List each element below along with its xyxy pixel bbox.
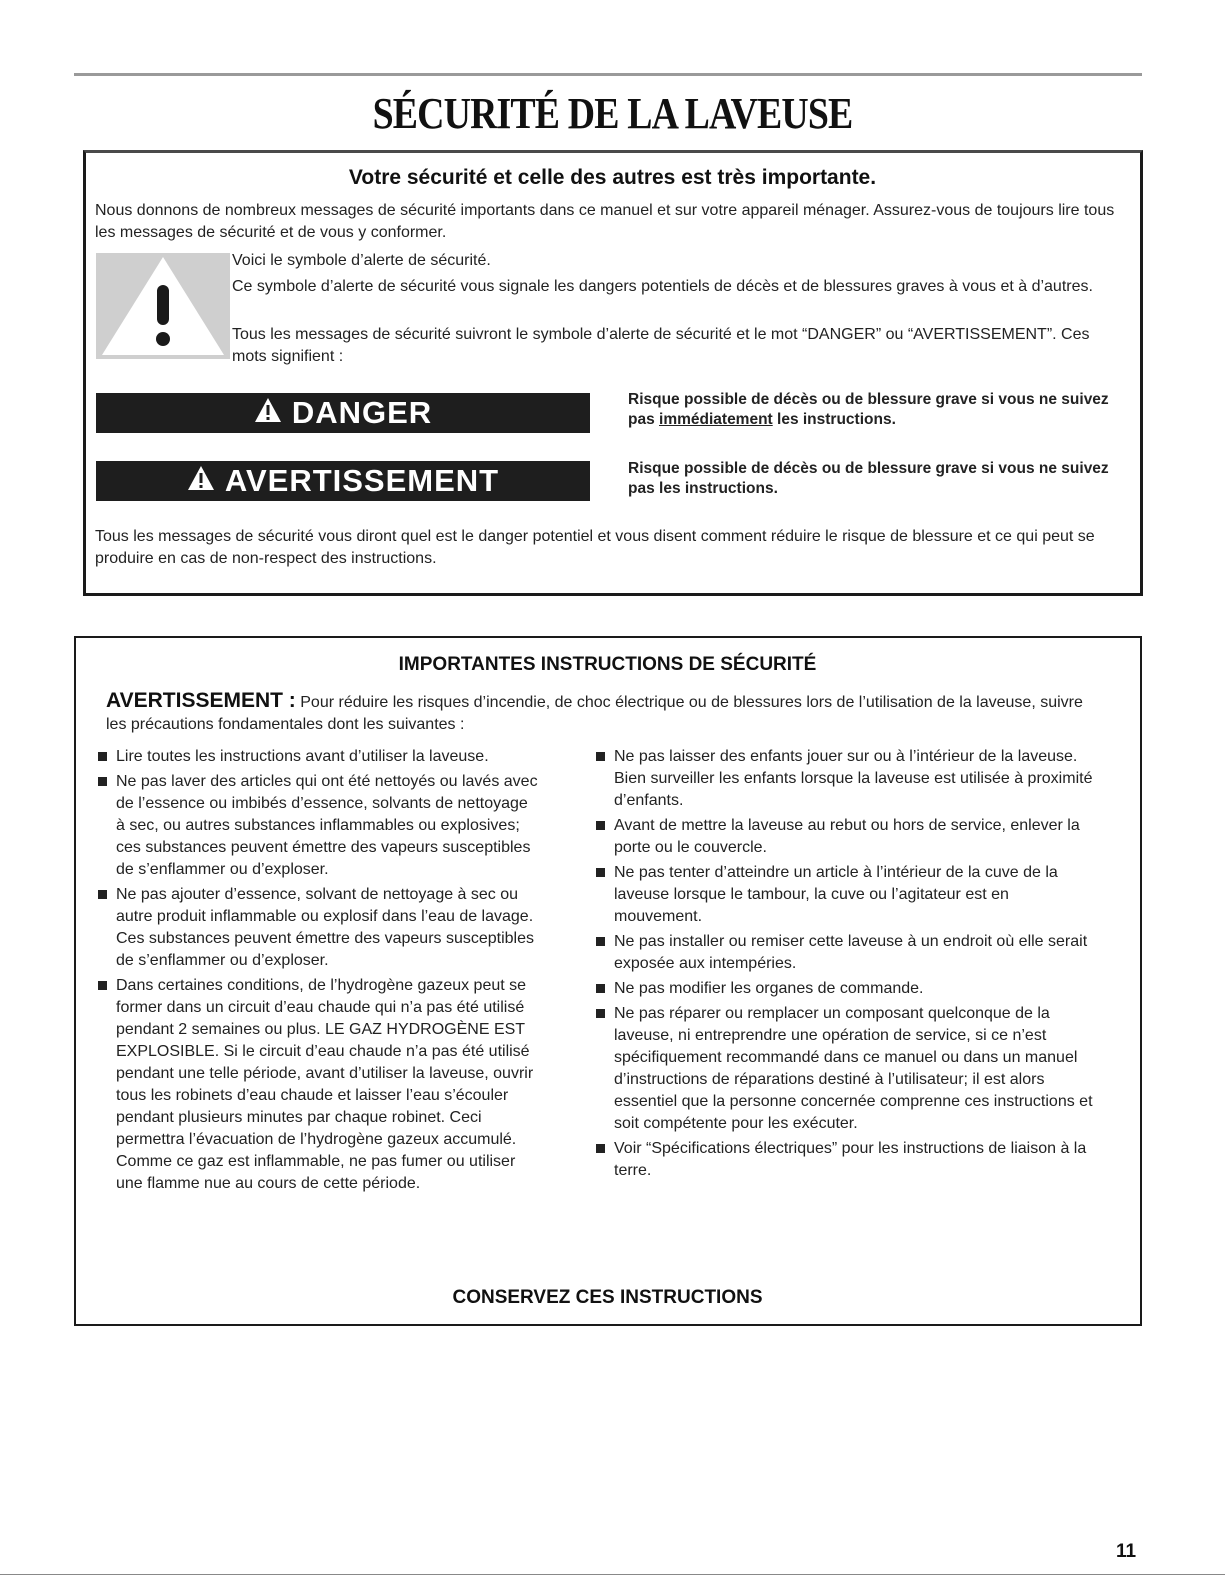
top-rule (74, 73, 1142, 76)
list-item-text: Ne pas laisser des enfants jouer sur ou à l’intérieur de la laveuse. Bien surveiller les enfants lorsque la laveuse est utilisée à proximité d’enfants. (614, 748, 1093, 809)
list-item-text: Ne pas tenter d’atteindre un article à l’intérieur de la cuve de la laveuse lorsque le tambour, la cuve ou l’agitateur est en mouvement. (614, 864, 1058, 925)
list-item (596, 978, 1096, 1000)
list-item (98, 884, 538, 972)
list-item (596, 1003, 1096, 1135)
square-bullet-icon (596, 984, 605, 993)
warning-label: AVERTISSEMENT : (106, 689, 296, 712)
square-bullet-icon (98, 981, 107, 990)
danger-label: DANGER (291, 395, 433, 430)
warning-label: AVERTISSEMENT (224, 463, 500, 498)
safety-alert-icon (96, 253, 230, 359)
list-item-text: Avant de mettre la laveuse au rebut ou hors de service, enlever la porte ou le couvercle. (614, 817, 1080, 856)
square-bullet-icon (596, 868, 605, 877)
warning-description: Risque possible de décès ou de blessure grave si vous ne suivez pas les instructions. (628, 460, 1109, 497)
instructions-heading: IMPORTANTES INSTRUCTIONS DE SÉCURITÉ (398, 654, 817, 675)
square-bullet-icon (596, 937, 605, 946)
square-bullet-icon (98, 777, 107, 786)
alert-meaning-text: Ce symbole d’alerte de sécurité vous signale les dangers potentiels de décès et de blessures graves à vous et à d’autres. (232, 278, 1093, 295)
list-item (98, 746, 538, 768)
instructions-list-right (596, 746, 1096, 1185)
square-bullet-icon (596, 752, 605, 761)
save-instructions-footer: CONSERVEZ CES INSTRUCTIONS (452, 1287, 763, 1308)
square-bullet-icon (98, 752, 107, 761)
safety-footer-text: Tous les messages de sécurité vous diront quel est le danger potentiel et vous disent comment réduire le risque de blessure et ce qui peut se produire en cas de non-respect des instructions. (95, 528, 1095, 567)
list-item (596, 1138, 1096, 1182)
safety-alert-icon (187, 463, 215, 499)
danger-description (628, 390, 1128, 430)
list-item (98, 771, 538, 881)
list-item (596, 862, 1096, 928)
list-item-text: Voir “Spécifications électriques” pour les instructions de liaison à la terre. (614, 1140, 1087, 1179)
list-item-text: Dans certaines conditions, de l’hydrogène gazeux peut se former dans un circuit d’eau chaude qui n’a pas été utilisé pendant 2 semaines ou plus. LE GAZ HYDROGÈNE EST EXPLOSIBLE. Si le circuit d’eau chaude n’a pas été utilisé pendant une telle période, avant d’utiliser la laveuse, ouvrir tous les robinets d’eau chaude et laisser l’eau s’écouler pendant plusieurs minutes par chaque robinet. Ceci permettra l’évacuation de l’hydrogène gazeux accumulé. Comme ce gaz est inflammable, ne pas fumer ou utiliser une flamme nue au cours de cette période. (116, 977, 534, 1192)
square-bullet-icon (596, 1144, 605, 1153)
list-item (596, 815, 1096, 859)
safety-intro-text: Nous donnons de nombreux messages de sécurité importants dans ce manuel et sur votre appareil ménager. Assurez-vous de toujours lire tous les messages de sécurité et de vous y conformer. (95, 202, 1115, 241)
square-bullet-icon (596, 1009, 605, 1018)
instructions-warning (106, 690, 1086, 736)
list-item-text: Ne pas laver des articles qui ont été nettoyés ou lavés avec de l’essence ou imbibés d’essence, solvants de nettoyage à sec, ou autres substances inflammables ou explosives; ces substances peuvent émettre des vapeurs susceptibles de s’enflammer ou d’exploser. (116, 773, 538, 878)
instructions-list-left (98, 746, 538, 1198)
alert-symbol-text: Voici le symbole d’alerte de sécurité. (232, 252, 491, 269)
square-bullet-icon (98, 890, 107, 899)
warning-text: Pour réduire les risques d’incendie, de choc électrique ou de blessures lors de l’utilisation de la laveuse, suivre les précautions fondamentales dont les suivantes : (106, 694, 1083, 733)
square-bullet-icon (596, 821, 605, 830)
danger-signal-bar (96, 393, 590, 433)
signal-words-text: Tous les messages de sécurité suivront le symbole d’alerte de sécurité et le mot “DANGER” ou “AVERTISSEMENT”. Ces mots signifient : (232, 326, 1090, 365)
list-item-text: Ne pas réparer ou remplacer un composant quelconque de la laveuse, ni entreprendre une opération de service, si ce n’est spécifiquement recommandé dans ce manuel ou dans un manuel d’instructions de réparations destiné à l’utilisateur; il est alors essentiel que la personne concernée comprenne ces instructions et soit compétente pour les exécuter. (614, 1005, 1093, 1132)
safety-alert-icon (254, 395, 282, 431)
page-number: 11 (1116, 1541, 1137, 1562)
list-item-text: Ne pas ajouter d’essence, solvant de nettoyage à sec ou autre produit inflammable ou explosif dans l’eau de lavage. Ces substances peuvent émettre des vapeurs susceptibles de s’enflammer ou d’exploser. (116, 886, 535, 969)
page-title: SÉCURITÉ DE LA LAVEUSE (372, 89, 853, 138)
safety-box-heading: Votre sécurité et celle des autres est très importante. (348, 166, 877, 189)
list-item (596, 746, 1096, 812)
danger-desc-text-end: les instructions. (772, 411, 896, 428)
list-item (98, 975, 538, 1195)
list-item-text: Ne pas modifier les organes de commande. (614, 980, 924, 997)
warning-signal-bar (96, 461, 590, 501)
bottom-rule (0, 1574, 1225, 1575)
danger-desc-underlined: immédiatement (659, 411, 773, 428)
danger-desc-text: Risque possible de décès ou de blessure grave si vous ne suivez pas (628, 391, 1109, 428)
list-item-text: Lire toutes les instructions avant d’utiliser la laveuse. (116, 748, 489, 765)
list-item (596, 931, 1096, 975)
list-item-text: Ne pas installer ou remiser cette laveuse à un endroit où elle serait exposée aux intempéries. (614, 933, 1088, 972)
